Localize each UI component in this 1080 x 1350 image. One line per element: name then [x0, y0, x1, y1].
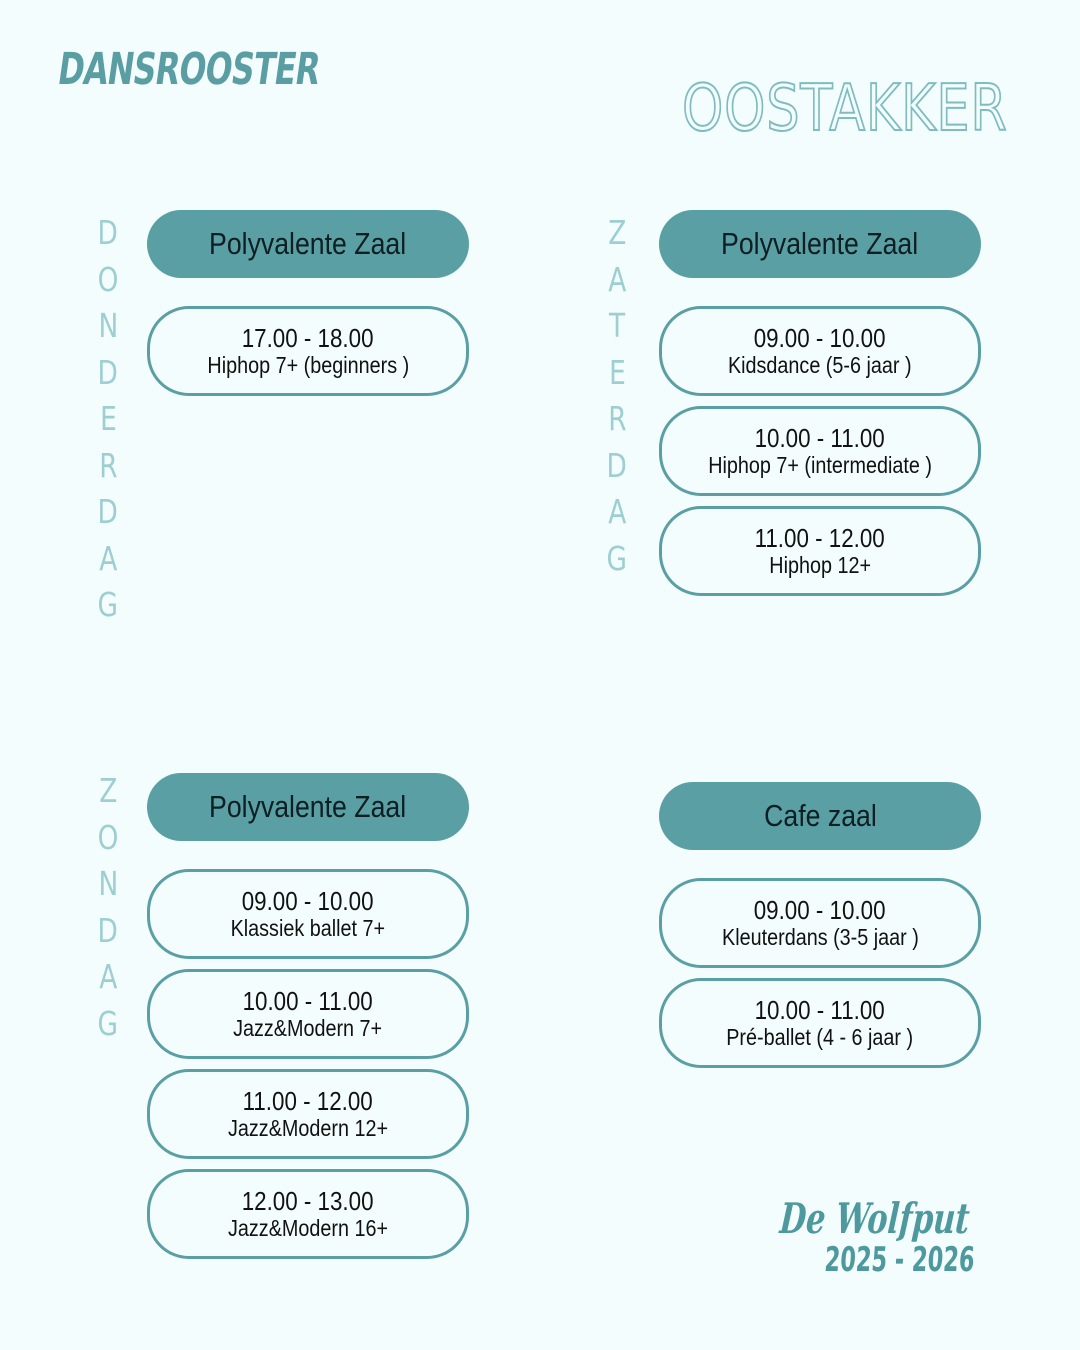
slot-class: Jazz&Modern 12+	[228, 1114, 388, 1141]
schedule-slot	[147, 969, 469, 1059]
room-header-donderdag: Polyvalente Zaal	[147, 210, 469, 278]
room-header-zaterdag: Polyvalente Zaal	[659, 210, 981, 278]
room-header-zondag: Polyvalente Zaal	[147, 773, 469, 841]
schedule-slot	[659, 306, 981, 396]
day-label-zaterdag: Z A T E R D A G	[606, 213, 628, 578]
slot-time: 11.00 - 12.00	[242, 1085, 374, 1116]
slot-time: 09.00 - 10.00	[242, 885, 374, 916]
location-title: OOSTAKKER	[682, 72, 1008, 146]
slot-time: 09.00 - 10.00	[754, 894, 886, 925]
slot-time: 10.00 - 11.00	[754, 422, 886, 453]
slot-time: 11.00 - 12.00	[754, 522, 886, 553]
slot-time: 17.00 - 18.00	[242, 322, 374, 353]
slot-class: Pré-ballet (4 - 6 jaar )	[726, 1023, 914, 1050]
slot-class: Jazz&Modern 7+	[233, 1014, 383, 1041]
slot-class: Jazz&Modern 16+	[228, 1214, 388, 1241]
day-label-donderdag: D O N D E R D A G	[97, 213, 119, 624]
slot-class: Hiphop 7+ (beginners )	[207, 351, 409, 378]
slot-time: 12.00 - 13.00	[242, 1185, 374, 1216]
schedule-slot	[659, 978, 981, 1068]
schedule-slot	[659, 506, 981, 596]
slot-class: Hiphop 7+ (intermediate )	[708, 451, 932, 478]
slot-time: 10.00 - 11.00	[242, 985, 374, 1016]
schedule-slot	[147, 1169, 469, 1259]
room-header-cafe: Cafe zaal	[659, 782, 981, 850]
slot-class: Kleuterdans (3-5 jaar )	[721, 923, 919, 950]
schedule-slot	[147, 1069, 469, 1159]
slot-time: 09.00 - 10.00	[754, 322, 886, 353]
schedule-slot	[659, 878, 981, 968]
season-label: 2025 - 2026	[823, 1240, 976, 1280]
slot-time: 10.00 - 11.00	[754, 994, 886, 1025]
slot-class: Hiphop 12+	[769, 551, 871, 578]
slot-class: Kidsdance (5-6 jaar )	[728, 351, 912, 378]
schedule-slot	[147, 306, 469, 396]
slot-class: Klassiek ballet 7+	[230, 914, 386, 941]
signature-logo: De Wolfput	[778, 1194, 972, 1243]
schedule-slot	[659, 406, 981, 496]
page-title: DANSROOSTER	[54, 44, 323, 95]
day-label-zondag: Z O N D A G	[97, 771, 119, 1043]
schedule-slot	[147, 869, 469, 959]
